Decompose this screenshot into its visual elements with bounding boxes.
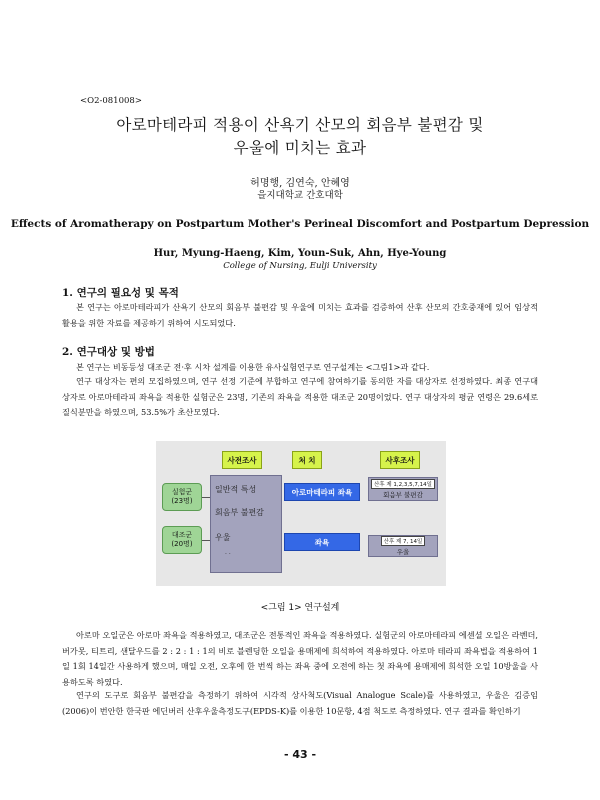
pre-test-general: 일반적 특성 [215, 485, 257, 494]
section-2-heading: 2. 연구대상 및 방법 [62, 346, 155, 358]
affiliation-english: College of Nursing, Eulji University [223, 261, 377, 271]
title-line-2: 우울에 미치는 효과 [233, 139, 367, 157]
method-paragraph-4: 연구의 도구로 회음부 불편감을 측정하기 위하여 시각적 상사척도(Visual Analogue Scale)를 사용하였고, 우울은 김증임(2006)이 번안한 한국판 에딘버러 산후우울측정도구(EPDS-K)를 이용한 10문항, 4점 척도로 측정하였다. 연구 결과를 확인하기 [62, 690, 538, 716]
section-1-text: 본 연구는 아로마테라피가 산욕기 산모의 회음부 불편감 및 우울에 미치는 효과를 검증하여 산후 산모의 간호중재에 있어 임상적 활용을 위한 자료를 제공하기 위하여 시도되었다. [62, 302, 538, 328]
experimental-group-n: (23명) [171, 497, 193, 505]
method-paragraph-3: 아로마 오일군은 아로마 좌욕을 적용하였고, 대조군은 전통적인 좌욕을 적용하였다. 실험군의 아로마테라피 에센셜 오일은 라벤더, 버가못, 티트리, 샌달우드를 2 : 2 : 1 : 1의 비로 블렌딩한 오일을 용매제에 희석하여 적용하였다. 아로마 테라피 좌욕법을 적용하여 1일 1회 14일간 사용하게 했으며, 매일 오전, 오후에 한 번씩 하는 좌욕 중에 오전에 하는 첫 좌욕에 용매제에 희석한 오일 10방울을 사용하도록 하였다. [62, 630, 538, 687]
post-ctrl-label: 우울 [396, 548, 410, 556]
pre-test-perineal: 회음부 불편감 [215, 508, 264, 517]
page-number: - 43 - [283, 748, 317, 761]
authors-korean: 허명행, 김연숙, 안혜영 [250, 178, 350, 189]
control-group-box [162, 526, 202, 554]
post-exp-label: 회음부 불편감 [383, 491, 423, 499]
treatment-aroma-box: 아로마테라피 좌욕 [284, 483, 360, 501]
research-design-diagram [156, 441, 446, 586]
post-exp-days: 산후 제 1,2,3,5,7,14일 [371, 479, 435, 489]
authors-english: Hur, Myung-Haeng, Kim, Youn-Suk, Ahn, Hye-Young [153, 248, 447, 259]
title-line-1: 아로마테라피 적용이 산욕기 산모의 회음부 불편감 및 [116, 116, 484, 134]
pre-test-box [210, 475, 282, 573]
header-treatment: 처 치 [292, 451, 322, 469]
pre-test-depression: 우울 [215, 533, 231, 542]
experimental-group-box [162, 483, 202, 511]
section-2-paragraph-2: 연구 대상자는 편의 모집하였으며, 연구 선정 기준에 부합하고 연구에 참여하기를 동의한 자를 대상자로 선정하였다. 최종 연구대상자로 아로마테라피 좌욕을 적용한 실험군은 23명, 기존의 좌욕을 적용한 대조군 20명이었다. 연구 대상자의 평균 연령은 29.6세로 질식분만을 하였으며, 53.5%가 초산모였다. [62, 376, 538, 417]
experimental-group-label: 실험군 [171, 488, 193, 496]
post-test-experimental [368, 477, 438, 501]
control-group-n: (20명) [171, 540, 193, 548]
connector-line [202, 540, 210, 541]
affiliation-korean: 을지대학교 간호대학 [257, 190, 343, 201]
pre-test-dots: · · [225, 551, 231, 558]
section-2-paragraph-1: 본 연구는 비동등성 대조군 전·후 시차 설계를 이용한 유사실험연구로 연구설계는 <그림1>과 같다. [76, 362, 430, 372]
header-pre-test: 사전조사 [222, 451, 262, 469]
connector-line [202, 497, 210, 498]
figure-caption: <그림 1> 연구설계 [260, 603, 340, 613]
treatment-sitz-box: 좌욕 [284, 533, 360, 551]
paper-code: <O2-081008> [80, 96, 142, 106]
post-test-control [368, 535, 438, 557]
title-english: Effects of Aromatherapy on Postpartum Mother's Perineal Discomfort and Postpartum Depression [10, 218, 590, 230]
post-ctrl-days: 산후 제 7, 14일 [381, 536, 426, 546]
header-post-test: 사후조사 [380, 451, 420, 469]
section-1-heading: 1. 연구의 필요성 및 목적 [62, 287, 179, 299]
control-group-label: 대조군 [171, 531, 193, 539]
